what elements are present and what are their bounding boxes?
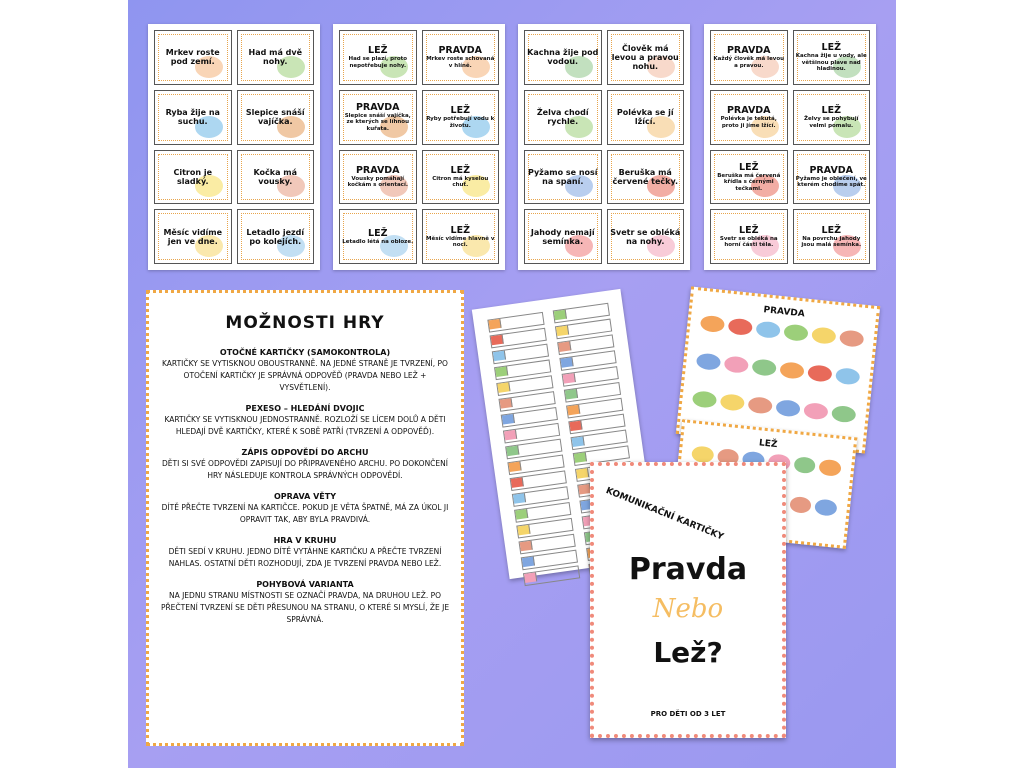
sort-picture-icon bbox=[839, 329, 865, 347]
card-statement: Polévka se jí lžící. bbox=[616, 108, 674, 127]
card-explanation: Had se plazí, proto nepotřebuje nohy. bbox=[348, 56, 408, 69]
card-explanation: Kachna žije u vody, ale většinou plave nad hladinou. bbox=[795, 53, 867, 73]
card-answer-label: PRAVDA bbox=[355, 164, 400, 176]
flash-card bbox=[607, 90, 685, 145]
worksheet-picture-icon bbox=[569, 421, 582, 432]
worksheet-picture-icon bbox=[504, 430, 517, 441]
card-answer-label: PRAVDA bbox=[726, 105, 771, 117]
rules-section-text: DĚTI SEDÍ V KRUHU. JEDNO DÍTĚ VYTÁHNE KARTIČKU A PŘEČTE TVRZENÍ NAHLAS. OSTATNÍ DĚTI ROZHODUJÍ, ZDA JE TVRZENÍ PRAVDA NEBO LEŽ. bbox=[168, 547, 442, 568]
card-explanation: Letadlo létá na obloze. bbox=[342, 238, 414, 245]
worksheet-picture-icon bbox=[511, 477, 524, 488]
flash-card bbox=[793, 90, 871, 145]
card-answer-label: LEŽ bbox=[821, 105, 841, 117]
card-statement: Člověk má levou a pravou nohu. bbox=[611, 43, 679, 71]
worksheet-picture-icon bbox=[554, 310, 567, 321]
sort-picture-icon bbox=[724, 355, 750, 373]
worksheet-picture-icon bbox=[495, 366, 508, 377]
sort-picture-icon bbox=[755, 321, 781, 339]
worksheet-picture-icon bbox=[506, 446, 519, 457]
flash-card bbox=[154, 209, 232, 264]
flash-card bbox=[710, 209, 788, 264]
flash-card bbox=[793, 150, 871, 205]
worksheet-picture-icon bbox=[558, 341, 571, 352]
flash-card bbox=[154, 30, 232, 85]
sort-picture-icon bbox=[728, 318, 754, 336]
flash-card bbox=[607, 150, 685, 205]
card-statement: Citron je sladký. bbox=[173, 167, 213, 186]
rules-section-text: NA JEDNU STRANU MÍSTNOSTI SE OZNAČÍ PRAVDA, NA DRUHOU LEŽ. PO PŘEČTENÍ TVRZENÍ SE DĚTI PŘESUNOU NA STRANU, O KTERÉ SI MYSLÍ, ŽE JE SPRÁVNÁ. bbox=[160, 591, 450, 624]
rules-section-heading: PEXESO – HLEDÁNÍ DVOJIC bbox=[245, 404, 365, 413]
card-statement: Želva chodí rychle. bbox=[536, 108, 589, 127]
card-explanation: Polévka je tekutá, proto ji jíme lžící. bbox=[720, 116, 777, 129]
cover-title-lez: Lež? bbox=[653, 636, 723, 669]
flash-card bbox=[422, 209, 500, 264]
sort-picture-icon bbox=[696, 352, 722, 370]
card-statement: Svetr se obléká na nohy. bbox=[610, 227, 681, 246]
card-answer-label: LEŽ bbox=[450, 164, 470, 176]
sort-picture-icon bbox=[747, 396, 773, 414]
worksheet-picture-icon bbox=[561, 357, 574, 368]
cover-page bbox=[590, 462, 786, 738]
sort-picture-icon bbox=[831, 405, 857, 423]
card-answer-label: LEŽ bbox=[821, 42, 841, 54]
card-statement: Pyžamo se nosí na spaní. bbox=[527, 167, 598, 186]
flash-card bbox=[422, 30, 500, 85]
sort-sheet-title: LEŽ bbox=[758, 438, 778, 451]
sort-picture-icon bbox=[751, 358, 777, 376]
worksheet-picture-icon bbox=[509, 461, 522, 472]
worksheet-picture-icon bbox=[515, 509, 528, 520]
worksheet-picture-icon bbox=[524, 572, 537, 583]
worksheet-picture-icon bbox=[522, 557, 535, 568]
worksheet-picture-icon bbox=[493, 351, 506, 362]
flash-card bbox=[154, 90, 232, 145]
flash-card bbox=[793, 30, 871, 85]
worksheet-picture-icon bbox=[488, 319, 501, 330]
rules-section-heading: OPRAVA VĚTY bbox=[273, 492, 336, 501]
card-statement: Had má dvě nohy. bbox=[248, 48, 302, 67]
sort-picture-icon bbox=[793, 456, 816, 474]
card-answer-label: PRAVDA bbox=[355, 101, 400, 113]
worksheet-picture-icon bbox=[567, 405, 580, 416]
card-statement: Beruška má červené tečky. bbox=[612, 167, 678, 186]
sort-picture-icon bbox=[811, 326, 837, 344]
card-answer-label: LEŽ bbox=[368, 227, 388, 239]
flash-card bbox=[237, 30, 315, 85]
sort-picture-icon bbox=[691, 445, 714, 463]
rules-section-text: KARTIČKY SE VYTISKNOU OBOUSTRANNĚ. NA JEDNÉ STRANĚ JE TVRZENÍ, PO OTOČENÍ KARTIČKY JE SPRÁVNÁ ODPOVĚĎ (PRAVDA NEBO LEŽ + VYSVĚTLENÍ). bbox=[162, 359, 448, 392]
card-answer-label: PRAVDA bbox=[809, 164, 854, 176]
card-explanation: Beruška má červená křídla s černými tečkami. bbox=[717, 172, 781, 192]
card-statement: Mrkev roste pod zemí. bbox=[165, 48, 220, 67]
worksheet-picture-icon bbox=[563, 373, 576, 384]
card-explanation: Měsíc vidíme hlavně v noci. bbox=[426, 235, 495, 249]
card-answer-label: PRAVDA bbox=[438, 45, 483, 57]
flash-card bbox=[237, 209, 315, 264]
cover-arc-text: KOMUNIKAČNÍ KARTIČKY bbox=[604, 486, 725, 543]
sort-picture-icon bbox=[789, 496, 812, 514]
flash-card bbox=[524, 209, 602, 264]
card-explanation: Mrkev roste schovaná v hlíně. bbox=[426, 56, 495, 69]
flash-card bbox=[339, 150, 417, 205]
rules-section-heading: OTOČNÉ KARTIČKY (SAMOKONTROLA) bbox=[219, 348, 391, 357]
rules-title: MOŽNOSTI HRY bbox=[225, 313, 385, 333]
card-answer-label: LEŽ bbox=[739, 224, 759, 236]
flash-card bbox=[710, 30, 788, 85]
worksheet-picture-icon bbox=[497, 382, 510, 393]
card-statement: Kočka má vousky. bbox=[253, 167, 298, 186]
rules-section-text: DÍTĚ PŘEČTE TVRZENÍ NA KARTIČCE. POKUD JE VĚTA ŠPATNĚ, MÁ ZA ÚKOL JI OPRAVIT TAK, ABY BYLA PRAVDIVÁ. bbox=[161, 503, 449, 524]
worksheet-picture-icon bbox=[572, 436, 585, 447]
sort-picture-icon bbox=[692, 390, 718, 408]
sort-picture-icon bbox=[779, 361, 805, 379]
flash-card bbox=[524, 90, 602, 145]
card-statement: Kachna žije pod vodou. bbox=[527, 48, 599, 67]
flash-card bbox=[237, 150, 315, 205]
card-explanation: Každý člověk má levou a pravou. bbox=[713, 56, 785, 69]
flash-card bbox=[793, 209, 871, 264]
flash-card bbox=[339, 209, 417, 264]
worksheet-picture-icon bbox=[513, 493, 526, 504]
flash-card bbox=[422, 150, 500, 205]
flash-card bbox=[339, 30, 417, 85]
card-explanation: Svetr se obléká na horní části těla. bbox=[719, 235, 778, 249]
card-explanation: Na povrchu jahody jsou malá semínka. bbox=[801, 235, 862, 249]
worksheet-picture-icon bbox=[517, 525, 530, 536]
flash-card bbox=[237, 90, 315, 145]
rules-section-heading: POHYBOVÁ VARIANTA bbox=[256, 580, 354, 589]
card-answer-label: LEŽ bbox=[739, 161, 759, 173]
card-answer-label: LEŽ bbox=[450, 105, 470, 117]
flash-card bbox=[339, 90, 417, 145]
product-preview bbox=[128, 0, 896, 768]
rules-section-heading: HRA V KRUHU bbox=[273, 536, 337, 545]
worksheet-picture-icon bbox=[520, 541, 533, 552]
worksheet-picture-icon bbox=[556, 326, 569, 337]
card-answer-label: LEŽ bbox=[450, 224, 470, 236]
card-statement: Ryba žije na suchu. bbox=[165, 108, 220, 127]
card-answer-label: LEŽ bbox=[368, 45, 388, 57]
sort-picture-icon bbox=[720, 393, 746, 411]
card-sheet-2 bbox=[333, 24, 505, 270]
cover-subtitle: PRO DĚTI OD 3 LET bbox=[650, 710, 726, 718]
cover-title-nebo: Nebo bbox=[652, 594, 724, 624]
flash-card bbox=[710, 150, 788, 205]
card-explanation: Želvy se pohybují velmi pomalu. bbox=[804, 116, 859, 129]
game-options-sheet bbox=[146, 290, 464, 746]
card-explanation: Citron má kyselou chuť. bbox=[432, 175, 489, 189]
sort-picture-icon bbox=[783, 323, 809, 341]
sort-picture-icon bbox=[807, 364, 833, 382]
card-sheet-3 bbox=[518, 24, 690, 270]
flash-card bbox=[524, 30, 602, 85]
flash-card bbox=[710, 90, 788, 145]
flash-card bbox=[607, 30, 685, 85]
sort-picture-icon bbox=[700, 315, 726, 333]
card-sheet-4 bbox=[704, 24, 876, 270]
card-explanation: Slepice snáší vajíčka, ze kterých se líhnou kuřata. bbox=[344, 112, 411, 132]
card-statement: Jahody nemají semínka. bbox=[530, 227, 595, 246]
card-explanation: Pyžamo je oblečení, ve kterém chodíme spát. bbox=[795, 175, 867, 189]
flash-card bbox=[524, 150, 602, 205]
card-answer-label: PRAVDA bbox=[726, 45, 771, 57]
worksheet-picture-icon bbox=[491, 335, 504, 346]
rules-section-heading: ZÁPIS ODPOVĚDÍ DO ARCHU bbox=[241, 448, 369, 457]
cover-title-pravda: Pravda bbox=[628, 552, 748, 587]
card-explanation: Ryby potřebují vodu k životu. bbox=[426, 116, 495, 129]
card-statement: Slepice snáší vajíčka. bbox=[245, 108, 305, 127]
worksheet-picture-icon bbox=[574, 452, 587, 463]
sort-picture-icon bbox=[819, 459, 842, 477]
sort-picture-icon bbox=[835, 367, 861, 385]
rules-section-text: KARTIČKY SE VYTISKNOU JEDNOSTRANNĚ. ROZLOŽÍ SE LÍCEM DOLŮ A DĚTI HLEDAJÍ DVĚ KARTIČKY, KTERÉ K SOBĚ PATŘÍ (TVRZENÍ A ODPOVĚĎ). bbox=[164, 415, 446, 436]
worksheet-picture-icon bbox=[576, 468, 589, 479]
sort-picture-icon bbox=[803, 402, 829, 420]
sort-sheet-title: PRAVDA bbox=[762, 305, 806, 320]
flash-card bbox=[154, 150, 232, 205]
card-statement: Měsíc vidíme jen ve dne. bbox=[163, 227, 223, 246]
flash-card bbox=[607, 209, 685, 264]
card-explanation: Vousky pomáhají kočkám s orientací. bbox=[347, 175, 408, 189]
rules-section-text: DĚTI SI SVÉ ODPOVĚDI ZAPISUJÍ DO PŘIPRAVENÉHO ARCHU. PO DOKONČENÍ HRY NÁSLEDUJE KONTROLA SPRÁVNÝCH ODPOVĚDÍ. bbox=[162, 459, 448, 480]
card-answer-label: LEŽ bbox=[821, 224, 841, 236]
worksheet-picture-icon bbox=[500, 398, 513, 409]
worksheet-picture-icon bbox=[565, 389, 578, 400]
sort-picture-icon bbox=[775, 399, 801, 417]
card-sheet-1 bbox=[148, 24, 320, 270]
card-statement: Letadlo jezdí po kolejích. bbox=[246, 227, 305, 246]
worksheet-picture-icon bbox=[502, 414, 515, 425]
flash-card bbox=[422, 90, 500, 145]
sort-picture-icon bbox=[814, 499, 837, 517]
